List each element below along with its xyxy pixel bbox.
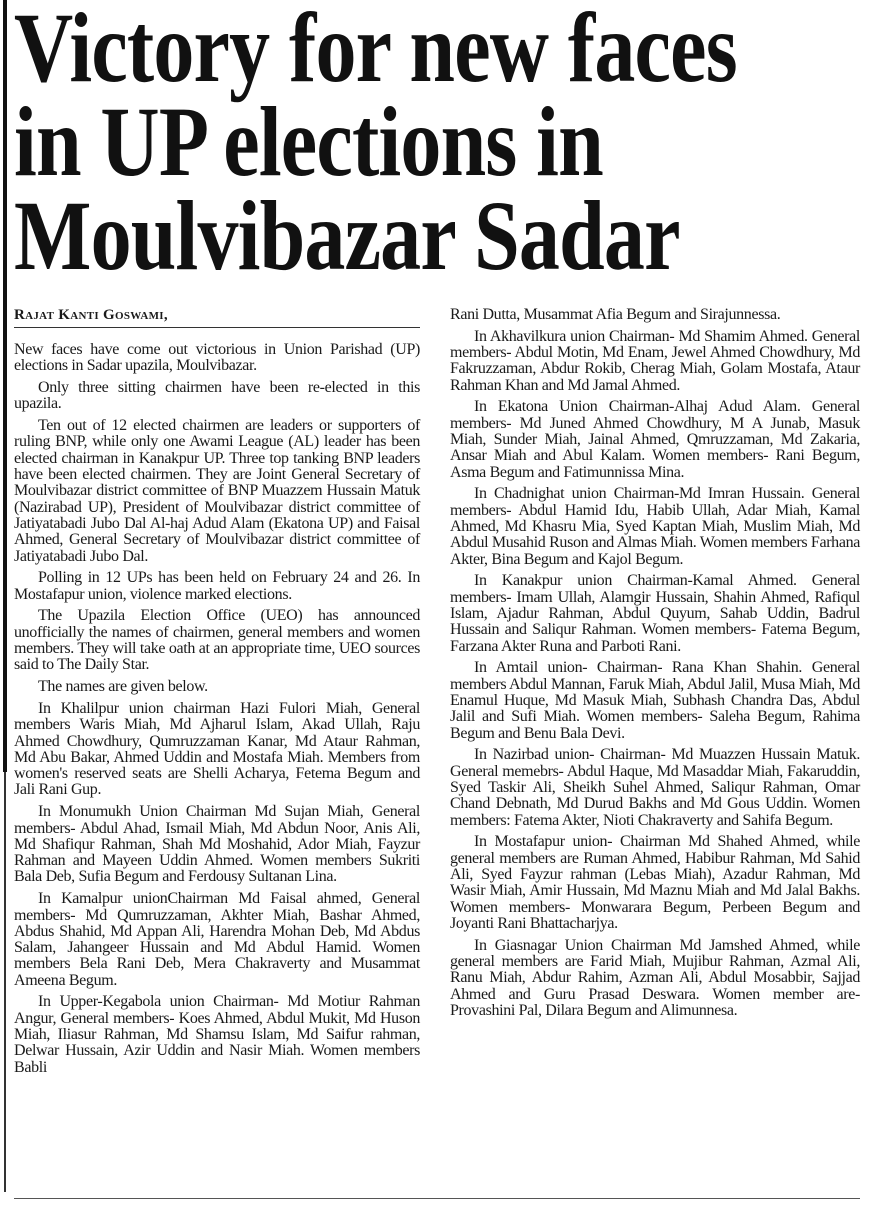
paragraph: In Kanakpur union Chairman-Kamal Ahmed. General members- Imam Ullah, Alamgir Hussain, Shahin Ahmed, Rafiqul Islam, Ajadur Rahman, Abdul Quyum, Sahab Uddin, Badrul Hussain and Saliqur Rahman. Women members- Fatema Begum, Farzana Akter Runa and Parboti Rani. — [450, 572, 860, 655]
paragraph: In Mostafapur union- Chairman Md Shahed Ahmed, while general members are Ruman Ahmed, Habibur Rahman, Md Sahid Ali, Syed Fayzur rahman (Lebas Miah), Azadur Rahman, Md Wasir Miah, Amir Hussain, Md Maznu Miah and Md Jalal Bakhs. Women members- Monwarara Begum, Perbeen Begum and Joyanti Rani Bhattacharjya. — [450, 833, 860, 932]
paragraph: In Monumukh Union Chairman Md Sujan Miah, General members- Abdul Ahad, Ismail Miah, Md Abdun Noor, Anis Ali, Md Shafiqur Rahman, Shah Md Moshahid, Ador Miah, Fayzur Rahman and Mayeen Uddin Ahmed. Women members Sukriti Bala Deb, Sufia Begum and Ferdousy Sultanan Lina. — [14, 803, 420, 886]
paragraph: The Upazila Election Office (UEO) has announced unofficially the names of chairmen, general members and women members. They will take oath at an appropriate time, UEO sources said to The Daily Star. — [14, 607, 420, 674]
article-column-2 — [450, 307, 860, 1025]
paragraph: In Nazirbad union- Chairman- Md Muazzen Hussain Matuk. General memebrs- Abdul Haque, Md Masaddar Miah, Fakaruddin, Syed Taskir Ali, Sheikh Suhel Ahmed, Saliqur Rahman, Omar Chand Debnath, Md Durud Bakhs and Md Gous Uddin. Women members: Fatema Akter, Nioti Chakraverty and Sahifa Begum. — [450, 746, 860, 829]
byline: Rajat Kanti Goswami, — [14, 307, 420, 328]
left-column-rule-thin — [4, 772, 6, 1192]
paragraph: In Giasnagar Union Chairman Md Jamshed Ahmed, while general members are Farid Miah, Mujibur Rahman, Azmal Ali, Ranu Miah, Abdur Rahim, Azman Ali, Abdul Mosabbir, Sajjad Ahmed and Guru Prasad Deswara. Women member are- Provashini Pal, Dilara Begum and Alimunnesa. — [450, 936, 860, 1019]
paragraph: In Khalilpur union chairman Hazi Fulori Miah, General members Waris Miah, Md Ajharul Islam, Akad Ullah, Raju Ahmed Chowdhury, Qumruzzaman Kanar, Md Ataur Rahman, Md Abu Bakar, Ahmed Uddin and Mostafa Miah. Members from women's reserved seats are Shelli Acharya, Fetema Begum and Jali Rani Gup. — [14, 699, 420, 799]
paragraph: In Amtail union- Chairman- Rana Khan Shahin. General members Abdul Mannan, Faruk Miah, Abdul Jalil, Musa Miah, Md Enamul Huque, Md Masuk Miah, Subhash Chandra Das, Abdul Jalil and Sufi Miah. Women members- Saleha Begum, Rahima Begum and Benu Bala Devi. — [450, 659, 860, 742]
paragraph: The names are given below. — [38, 678, 208, 696]
headline — [14, 0, 834, 291]
paragraph: New faces have come out victorious in Union Parishad (UP) elections in Sadar upazila, Moulvibazar. — [14, 341, 420, 375]
paragraph: Only three sitting chairmen have been re-elected in this upazila. — [14, 379, 420, 413]
paragraph: Ten out of 12 elected chairmen are leaders or supporters of ruling BNP, while only one Awami League (AL) leader has been elected chairman in Kanakpur UP. Three top tanking BNP leaders have been elected chairmen. They are Joint General Secretary of Moulvibazar district committee of BNP Muazzem Hussain Matuk (Nazirabad UP), President of Moulvibazar district committee of Jatiyatabadi Jubo Dal Al-haj Adud Alam (Ekatona UP) and Faisal Ahmed, General Secretary of Moulvibazar district committee of Jatiyatabadi Jubo Dal. — [14, 417, 420, 565]
paragraph: Rani Dutta, Musammat Afia Begum and Sirajunnessa. — [450, 306, 781, 323]
paragraph: In Akhavilkura union Chairman- Md Shamim Ahmed. General members- Abdul Motin, Md Enam, Jewel Ahmed Chowdhury, Md Fakruzzaman, Abdur Rokib, Cherag Miah, Golam Mostafa, Ataur Rahman Khan and Md Jamal Ahmed. — [450, 327, 860, 394]
headline-line: Victory for new faces — [14, 0, 737, 103]
paragraph: In Ekatona Union Chairman-Alhaj Adud Alam. General members- Md Juned Ahmed Chowdhury, M A Junab, Masuk Miah, Sunder Miah, Jainal Ahmed, Qmruzzaman, Md Zakaria, Ansar Miah and Abul Kalam. Women members- Rani Begum, Asma Begum and Fatimunnissa Mina. — [450, 398, 860, 481]
paragraph: In Upper-Kegabola union Chairman- Md Motiur Rahman Angur, General members- Koes Ahmed, Abdul Mukit, Md Huson Miah, Iliasur Rahman, Md Shamsu Islam, Md Saifur rahman, Delwar Hussain, Azir Uddin and Nasir Miah. Women members Babli — [14, 993, 420, 1076]
paragraph: In Chadnighat union Chairman-Md Imran Hussain. General members- Abdul Hamid Idu, Habib Ullah, Adar Miah, Kamal Ahmed, Md Khasru Mia, Syed Kaptan Miah, Muslim Miah, Md Abdul Musahid Ruson and Almas Miah. Women members Farhana Akter, Bina Begum and Kajol Begum. — [450, 485, 860, 568]
bottom-rule — [14, 1198, 860, 1199]
left-column-rule — [3, 0, 7, 772]
paragraph: In Kamalpur unionChairman Md Faisal ahmed, General members- Md Qumruzzaman, Akhter Miah, Bashar Ahmed, Abdus Shahid, Md Appan Ali, Harendra Mohan Deb, Md Abdus Salam, Jahangeer Hussain and Md Abdul Hamid. Women members Bela Rani Deb, Mera Chakraverty and Musammat Ameena Begum. — [14, 890, 420, 989]
article-column-1 — [14, 307, 420, 1081]
paragraph: Polling in 12 UPs has been held on February 24 and 26. In Mostafapur union, violence marked elections. — [14, 569, 420, 603]
headline-line: in UP elections in — [14, 86, 603, 197]
headline-line: Moulvibazar Sadar — [14, 180, 680, 291]
